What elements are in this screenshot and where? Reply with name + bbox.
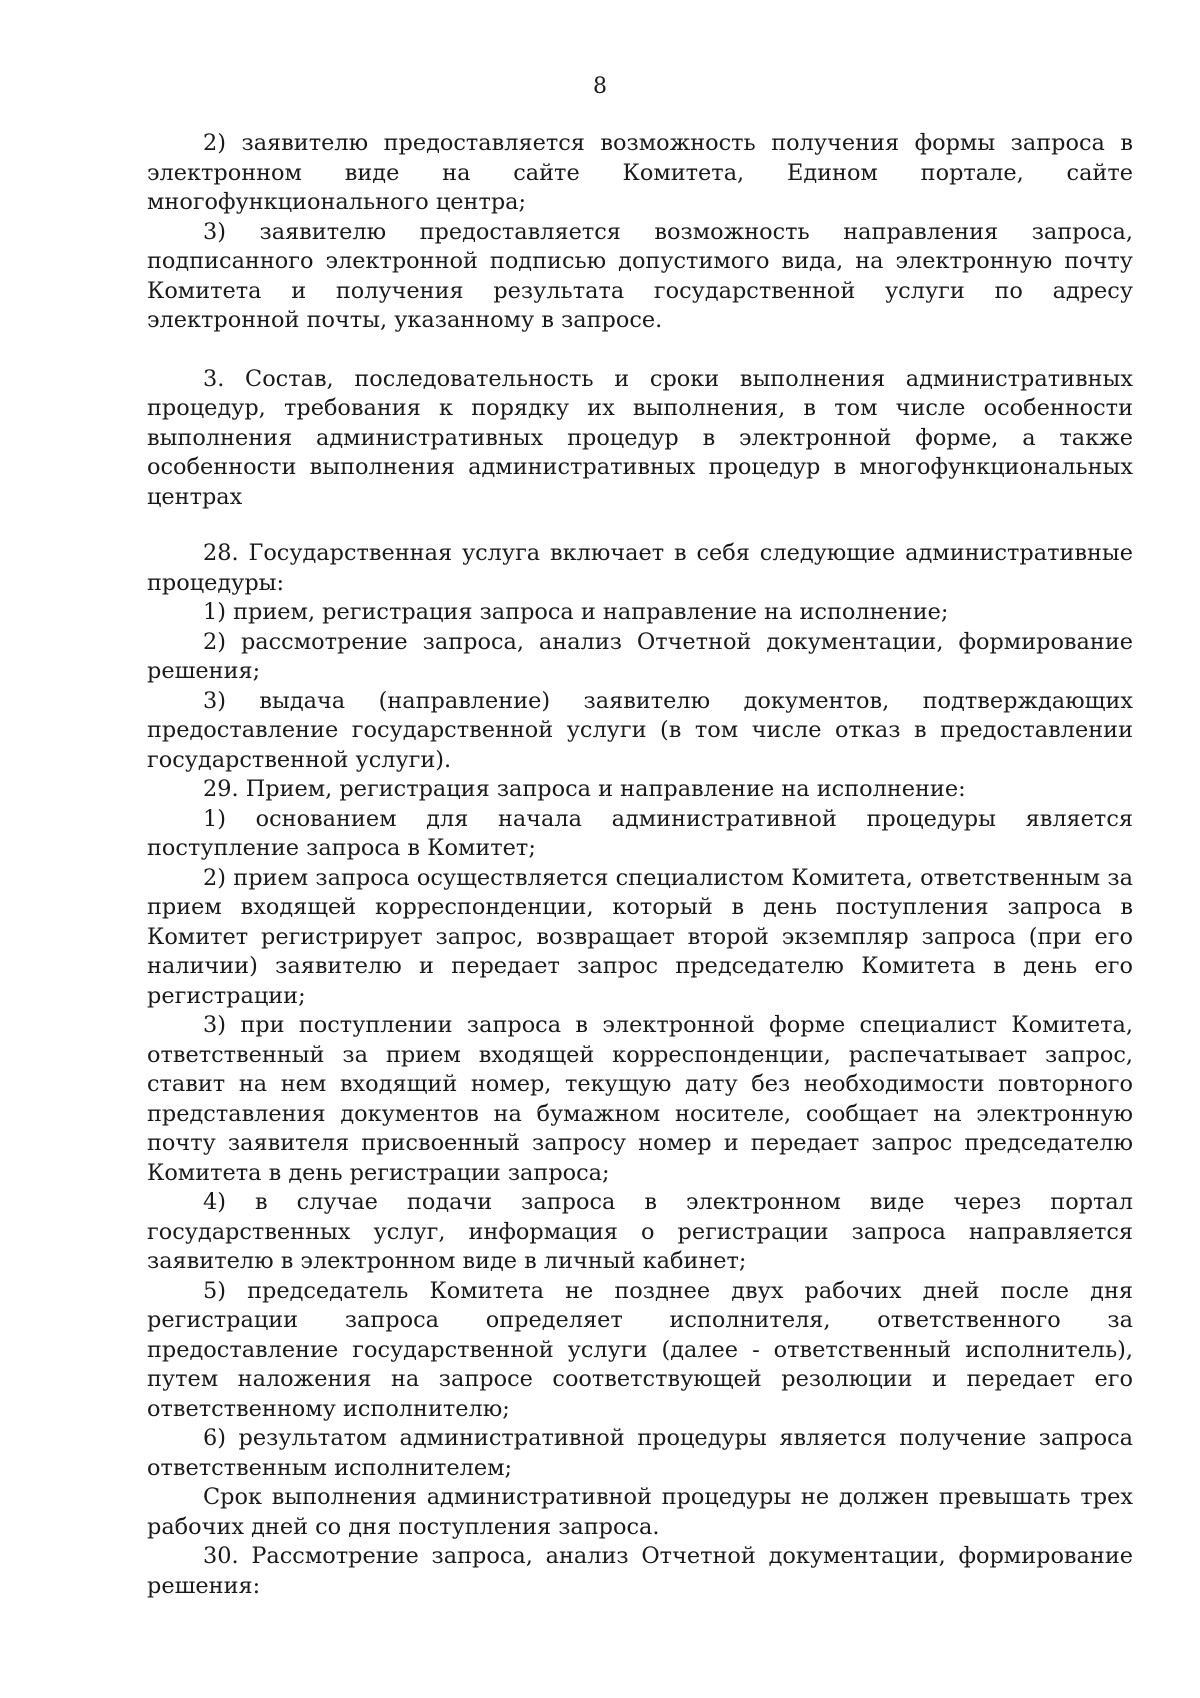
list-item: 3) при поступлении запроса в электронной форме специалист Комитета, ответственный за прием входящей корреспонденции, распечатывает запрос, ставит на нем входящий номер, текущую дату без необходимости повторного представления документов на бумажном носителе, сообщает на электронную почту заявителя присвоенный запросу номер и передает запрос председателю Комитета в день регистрации запроса; (147, 1012, 1133, 1186)
list-item: 1) основанием для начала административной процедуры является поступление запроса в Комитет; (147, 805, 1133, 861)
paragraph: 29. Прием, регистрация запроса и направление на исполнение: (203, 776, 966, 802)
list-item: 5) председатель Комитета не позднее двух рабочих дней после дня регистрации запроса определяет исполнителя, ответственного за предоставление государственной услуги (далее - ответственный исполнитель), путем наложения на запросе соответствующей резолюции и передает его ответственному исполнителю; (147, 1277, 1133, 1422)
paragraph: 30. Рассмотрение запроса, анализ Отчетной документации, формирование решения: (147, 1543, 1133, 1599)
paragraph: 28. Государственная услуга включает в себя следующие административные процедуры: (147, 540, 1133, 596)
list-item: 4) в случае подачи запроса в электронном виде через портал государственных услуг, информация о регистрации запроса направляется заявителю в электронном виде в личный кабинет; (147, 1189, 1133, 1274)
page-number: 8 (593, 74, 607, 99)
document-body (147, 129, 1133, 1601)
section-heading: 3. Состав, последовательность и сроки выполнения административных процедур, требования к порядку их выполнения, в том числе особенности выполнения административных процедур в электронной форме, а также особенности выполнения административных процедур в многофункциональных центрах (147, 365, 1133, 510)
list-item: 3) выдача (направление) заявителю документов, подтверждающих предоставление государственной услуги (в том числе отказ в предоставлении государственной услуги). (147, 687, 1133, 773)
list-item: 1) прием, регистрация запроса и направление на исполнение; (203, 599, 949, 625)
list-item: 6) результатом административной процедуры является получение запроса ответственным исполнителем; (147, 1425, 1133, 1481)
list-item: 2) рассмотрение запроса, анализ Отчетной документации, формирование решения; (147, 628, 1133, 684)
paragraph: 2) заявителю предоставляется возможность получения формы запроса в электронном виде на сайте Комитета, Едином портале, сайте многофункционального центра; (147, 130, 1133, 215)
list-item: 2) прием запроса осуществляется специалистом Комитета, ответственным за прием входящей корреспонденции, который в день поступления запроса в Комитет регистрирует запрос, возвращает второй экземпляр запроса (при его наличии) заявителю и передает запрос председателю Комитета в день его регистрации; (147, 864, 1133, 1009)
paragraph: 3) заявителю предоставляется возможность направления запроса, подписанного электронной подписью допустимого вида, на электронную почту Комитета и получения результата государственной услуги по адресу электронной почты, указанному в запросе. (147, 218, 1133, 333)
paragraph: Срок выполнения административной процедуры не должен превышать трех рабочих дней со дня поступления запроса. (147, 1484, 1133, 1540)
